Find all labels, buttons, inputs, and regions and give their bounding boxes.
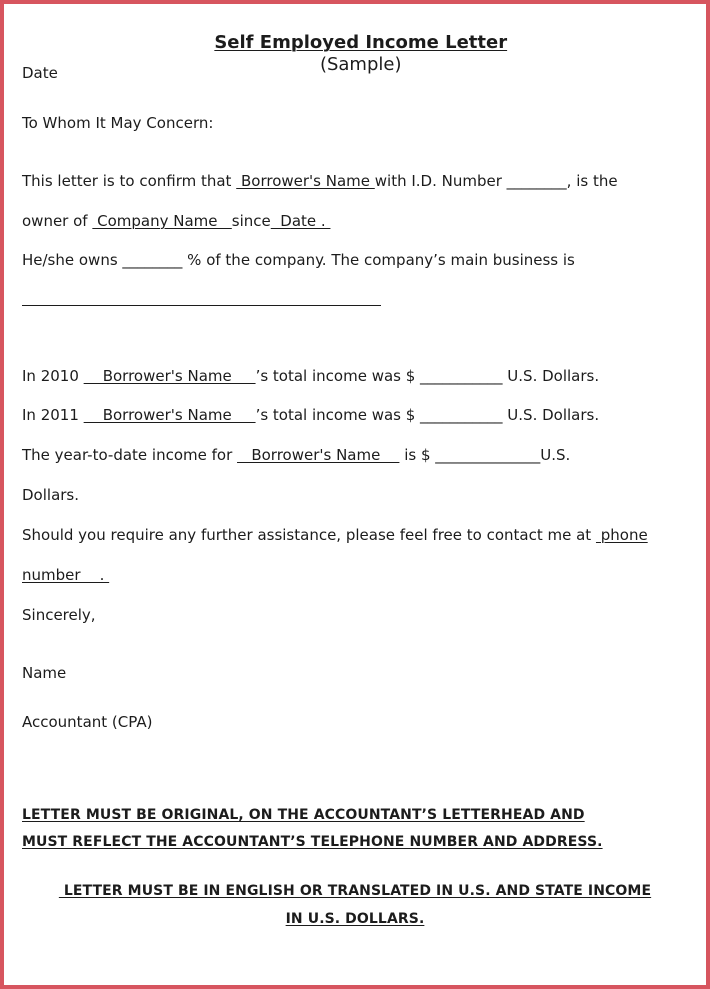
salutation: To Whom It May Concern: — [22, 114, 214, 132]
borrower-name-field: Borrower's Name — [237, 446, 400, 464]
ytd-text-1: The year-to-date income for — [22, 446, 238, 464]
income-2011-text-2: ’s total income was $ ___________ U.S. Dollars. — [255, 406, 600, 424]
assistance-text: Should you require any further assistance, please feel free to contact me at — [22, 526, 596, 544]
notice-line-4: IN U.S. DOLLARS. — [285, 911, 425, 927]
business-blank-line — [22, 305, 381, 306]
closing: Sincerely, — [22, 606, 96, 624]
income-2010-text-2: ’s total income was $ ___________ U.S. Dollars. — [255, 367, 600, 385]
income-2011-line — [22, 406, 599, 424]
notice-line-3: LETTER MUST BE IN ENGLISH OR TRANSLATED IN U.S. AND STATE INCOME — [58, 883, 652, 899]
ownership-line: He/she owns ________ % of the company. The company’s main business is — [22, 251, 575, 269]
title-main: Self Employed Income Letter — [214, 32, 508, 53]
borrower-name-field: Borrower's Name — [83, 367, 256, 385]
income-2010-line — [22, 367, 599, 385]
page-title — [0, 10, 710, 76]
ytd-text-2: is $ ______________U.S. — [399, 446, 571, 464]
title-suffix: (Sample) — [319, 54, 402, 75]
assistance-line — [22, 526, 648, 544]
owner-text: owner of — [22, 212, 93, 230]
since-text: since — [231, 212, 271, 230]
signer-name: Name — [22, 664, 67, 682]
borrower-name-field: Borrower's Name — [83, 406, 256, 424]
notice-line-1: LETTER MUST BE ORIGINAL, ON THE ACCOUNTANT’S LETTERHEAD AND — [22, 807, 585, 823]
confirm-text-1: This letter is to confirm that — [22, 172, 237, 190]
date-field: Date . — [270, 212, 331, 230]
phone-field-continued: number . — [22, 566, 110, 584]
signer-role: Accountant (CPA) — [22, 713, 153, 731]
income-2011-text-1: In 2011 — [22, 406, 84, 424]
dollars-line: Dollars. — [22, 486, 80, 504]
ytd-income-line — [22, 446, 570, 464]
date-line: Date — [22, 64, 58, 82]
owner-line — [22, 212, 330, 230]
income-2010-text-1: In 2010 — [22, 367, 84, 385]
company-name-field: Company Name — [92, 212, 232, 230]
notice-line-2: MUST REFLECT THE ACCOUNTANT’S TELEPHONE NUMBER AND ADDRESS. — [22, 834, 603, 850]
borrower-name-field: Borrower's Name — [236, 172, 375, 190]
confirm-text-2: with I.D. Number ________, is the — [374, 172, 618, 190]
phone-field: phone — [595, 526, 648, 544]
confirm-line — [22, 172, 618, 190]
